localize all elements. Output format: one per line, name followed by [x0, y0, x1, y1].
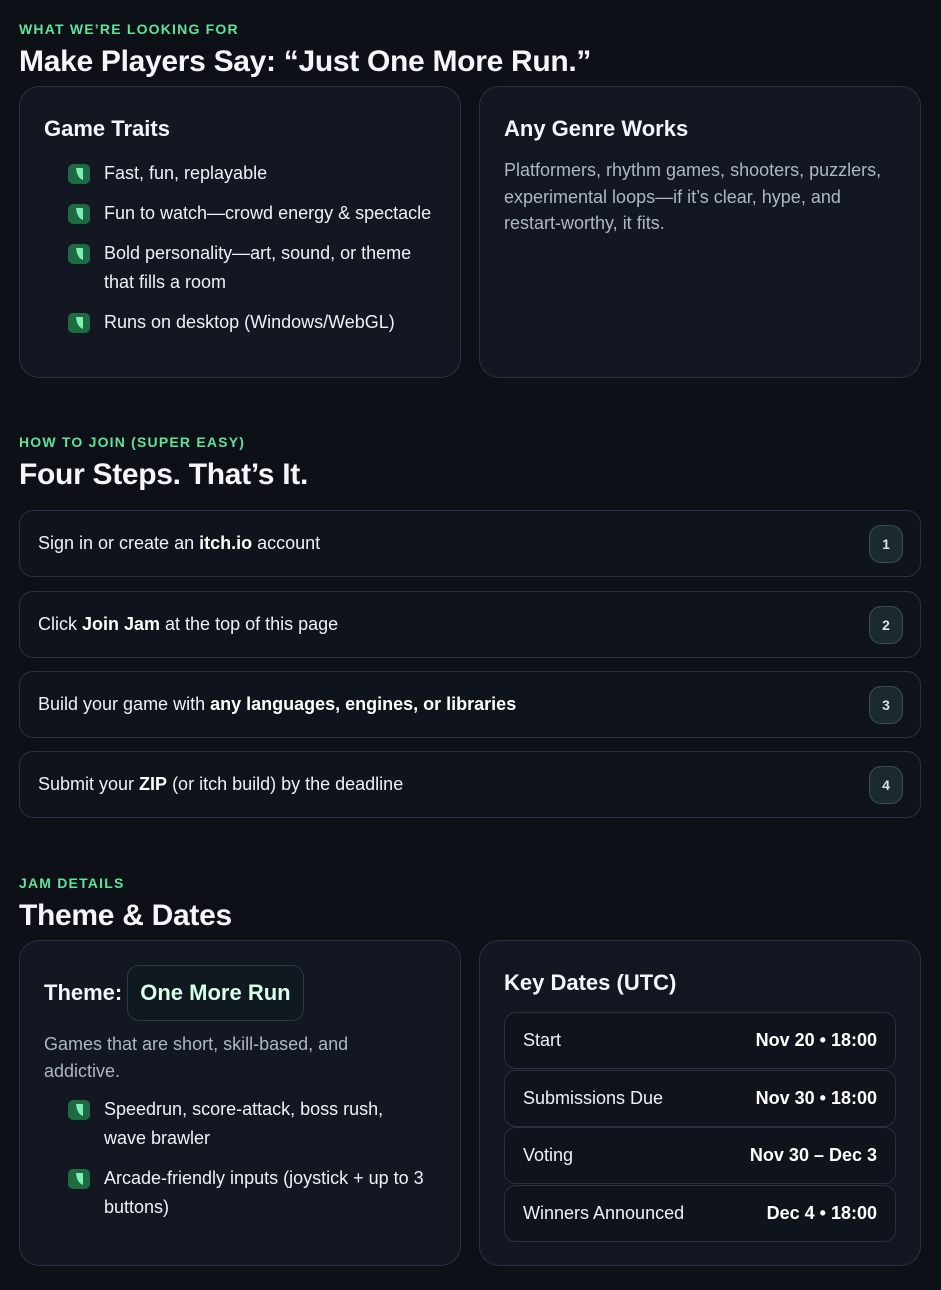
key-dates-card: [479, 940, 921, 1266]
trait-text: Fun to watch—crowd energy & spectacle: [104, 203, 432, 223]
check-leaf-icon: [68, 1100, 90, 1120]
theme-label: Theme:: [44, 980, 123, 1005]
step-text: Click Join Jam at the top of this page: [38, 614, 339, 634]
theme-pill: One More Run: [127, 965, 303, 1021]
check-leaf-icon: [68, 204, 90, 224]
step-text: Submit your ZIP (or itch build) by the deadline: [38, 774, 404, 794]
step-text: Build your game with any languages, engines, or libraries: [38, 694, 517, 714]
jam-details-heading: Theme & Dates: [19, 899, 232, 932]
theme-item: [68, 1099, 440, 1153]
date-value: Nov 30 • 18:00: [755, 1088, 877, 1108]
trait-text: Fast, fun, replayable: [104, 163, 268, 183]
trait-text: Runs on desktop (Windows/WebGL): [104, 312, 395, 332]
step-text: Sign in or create an itch.io account: [38, 533, 321, 553]
theme-description: Games that are short, skill-based, and addictive.: [44, 1034, 349, 1081]
check-leaf-icon: [68, 164, 90, 184]
date-row-start: [504, 1012, 896, 1069]
trait-text: Bold personality—art, sound, or theme that fills a room: [104, 243, 412, 292]
check-leaf-icon: [68, 313, 90, 333]
date-label: Winners Announced: [523, 1203, 685, 1223]
step-number-badge: 4: [869, 766, 903, 804]
date-row-submissions: [504, 1070, 896, 1127]
key-dates-title: Key Dates (UTC): [504, 970, 677, 995]
trait-item: [68, 312, 440, 337]
theme-item-text: Speedrun, score-attack, boss rush, wave brawler: [104, 1099, 384, 1148]
theme-line: [44, 965, 304, 1021]
game-traits-title: Game Traits: [44, 116, 170, 141]
date-value: Nov 20 • 18:00: [755, 1030, 877, 1050]
date-value: Dec 4 • 18:00: [766, 1203, 877, 1223]
trait-item: [68, 163, 440, 188]
how-to-join-eyebrow: HOW TO JOIN (SUPER EASY): [19, 434, 246, 450]
looking-for-eyebrow: WHAT WE’RE LOOKING FOR: [19, 21, 239, 37]
date-label: Start: [523, 1030, 562, 1050]
trait-item: [68, 203, 440, 228]
date-row-winners: [504, 1185, 896, 1242]
date-label: Submissions Due: [523, 1088, 664, 1108]
check-leaf-icon: [68, 244, 90, 264]
step-number-badge: 1: [869, 525, 903, 563]
step-4: [19, 751, 921, 818]
step-1: [19, 510, 921, 577]
game-traits-card: [19, 86, 461, 378]
looking-for-heading: Make Players Say: “Just One More Run.”: [19, 45, 592, 78]
date-row-voting: [504, 1127, 896, 1184]
step-2: [19, 591, 921, 658]
theme-card: [19, 940, 461, 1266]
date-label: Voting: [523, 1145, 574, 1165]
any-genre-card: [479, 86, 921, 378]
any-genre-description: Platformers, rhythm games, shooters, puzzlers, experimental loops—if it’s clear, hype, and restart-worthy, it fits.: [504, 160, 882, 233]
step-number-badge: 3: [869, 686, 903, 724]
jam-details-eyebrow: JAM DETAILS: [19, 875, 125, 891]
step-3: [19, 671, 921, 738]
how-to-join-heading: Four Steps. That’s It.: [19, 458, 308, 491]
date-value: Nov 30 – Dec 3: [749, 1145, 877, 1165]
check-leaf-icon: [68, 1169, 90, 1189]
theme-item-text: Arcade-friendly inputs (joystick + up to 3 buttons): [104, 1168, 424, 1217]
trait-item: [68, 243, 440, 297]
theme-item: [68, 1168, 440, 1222]
any-genre-title: Any Genre Works: [504, 116, 689, 141]
step-number-badge: 2: [869, 606, 903, 644]
